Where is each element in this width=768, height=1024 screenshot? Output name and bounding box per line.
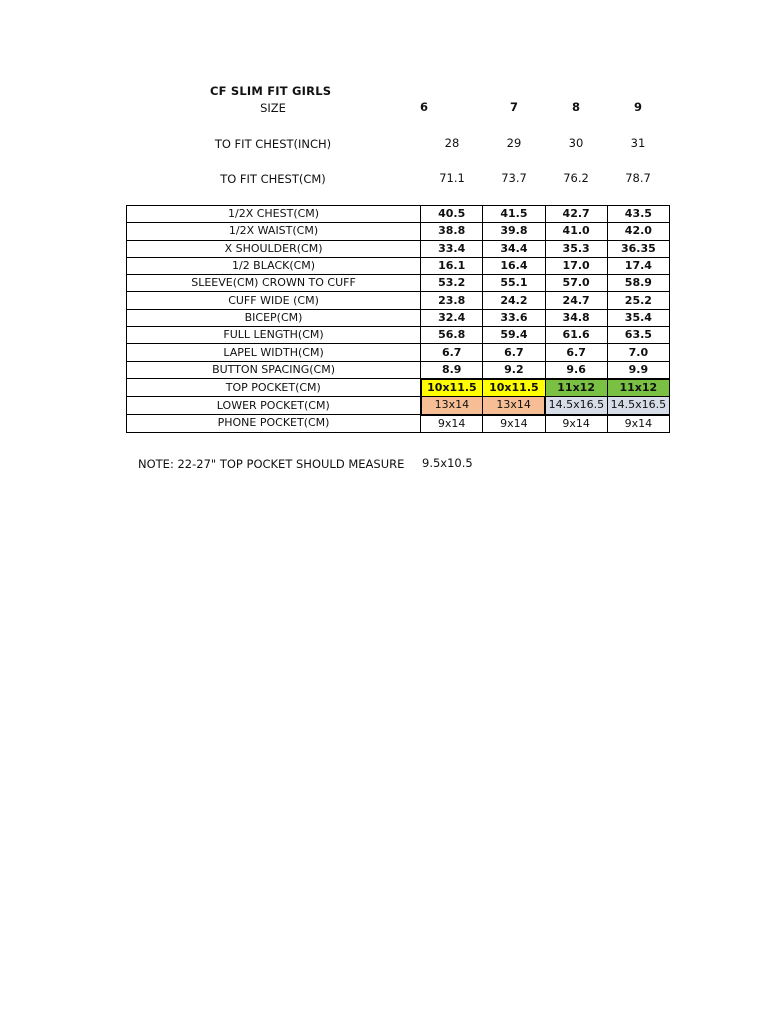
cell-value: 6.7 [545,344,607,361]
row-label: TOP POCKET(CM) [127,379,421,397]
cell-value: 9.6 [545,361,607,379]
table-row [127,397,670,415]
cell-value: 9x14 [607,415,669,433]
cell-value: 10x11.5 [421,379,483,397]
table-row [127,415,670,433]
cell-value: 14.5x16.5 [607,397,669,415]
cell-value: 9x14 [483,415,545,433]
cell-value: 24.7 [545,292,607,309]
cell-value: 59.4 [483,327,545,344]
table-row [127,309,670,326]
cell-value: 63.5 [607,327,669,344]
cell-value: 39.8 [483,223,545,240]
cell-value: 6.7 [421,344,483,361]
cell-value: 17.4 [607,257,669,274]
chest-cm-value: 73.7 [501,171,527,185]
table-row [127,361,670,379]
cell-value: 13x14 [421,397,483,415]
cell-value: 23.8 [421,292,483,309]
size-label: SIZE [260,101,286,115]
cell-value: 17.0 [545,257,607,274]
cell-value: 35.4 [607,309,669,326]
cell-value: 33.4 [421,240,483,257]
table-row [127,223,670,240]
cell-value: 42.0 [607,223,669,240]
chest-inch-label: TO FIT CHEST(INCH) [214,137,332,151]
chest-cm-label: TO FIT CHEST(CM) [220,172,326,186]
row-label: FULL LENGTH(CM) [127,327,421,344]
cell-value: 36.35 [607,240,669,257]
table-row [127,327,670,344]
size-value: 9 [633,100,642,114]
table-row [127,344,670,361]
table-row [127,206,670,223]
chest-cm-value: 78.7 [625,171,651,185]
chest-inch-value: 29 [506,136,522,150]
cell-value: 40.5 [421,206,483,223]
chest-cm-value: 71.1 [439,171,465,185]
cell-value: 38.8 [421,223,483,240]
row-label: PHONE POCKET(CM) [127,415,421,433]
note-value: 9.5x10.5 [422,456,473,470]
cell-value: 9x14 [545,415,607,433]
row-label: 1/2 BLACK(CM) [127,257,421,274]
row-label: BUTTON SPACING(CM) [127,361,421,379]
cell-value: 6.7 [483,344,545,361]
cell-value: 57.0 [545,275,607,292]
row-label: 1/2X WAIST(CM) [127,223,421,240]
cell-value: 25.2 [607,292,669,309]
chest-inch-value: 31 [630,136,646,150]
note-text: NOTE: 22-27" TOP POCKET SHOULD MEASURE [138,457,405,471]
cell-value: 33.6 [483,309,545,326]
cell-value: 34.4 [483,240,545,257]
cell-value: 10x11.5 [483,379,545,397]
cell-value: 13x14 [483,397,545,415]
row-label: 1/2X CHEST(CM) [127,206,421,223]
table-row [127,257,670,274]
row-label: LOWER POCKET(CM) [127,397,421,415]
cell-value: 14.5x16.5 [545,397,607,415]
size-value: 8 [571,100,580,114]
cell-value: 34.8 [545,309,607,326]
cell-value: 41.5 [483,206,545,223]
cell-value: 58.9 [607,275,669,292]
table-row [127,292,670,309]
size-value: 7 [509,100,518,114]
chest-inch-value: 30 [568,136,584,150]
measurement-table [126,205,670,433]
sheet-title: CF SLIM FIT GIRLS [210,84,332,98]
chest-inch-value: 28 [444,136,460,150]
cell-value: 16.1 [421,257,483,274]
row-label: CUFF WIDE (CM) [127,292,421,309]
cell-value: 11x12 [607,379,669,397]
cell-value: 53.2 [421,275,483,292]
cell-value: 9.9 [607,361,669,379]
chest-cm-value: 76.2 [563,171,589,185]
cell-value: 43.5 [607,206,669,223]
cell-value: 56.8 [421,327,483,344]
size-value: 6 [419,100,428,114]
row-label: LAPEL WIDTH(CM) [127,344,421,361]
cell-value: 41.0 [545,223,607,240]
table-row [127,379,670,397]
row-label: X SHOULDER(CM) [127,240,421,257]
table-row [127,275,670,292]
cell-value: 24.2 [483,292,545,309]
cell-value: 9x14 [421,415,483,433]
cell-value: 8.9 [421,361,483,379]
cell-value: 16.4 [483,257,545,274]
row-label: SLEEVE(CM) CROWN TO CUFF [127,275,421,292]
cell-value: 11x12 [545,379,607,397]
cell-value: 42.7 [545,206,607,223]
cell-value: 55.1 [483,275,545,292]
table-row [127,240,670,257]
cell-value: 32.4 [421,309,483,326]
cell-value: 61.6 [545,327,607,344]
row-label: BICEP(CM) [127,309,421,326]
cell-value: 9.2 [483,361,545,379]
cell-value: 35.3 [545,240,607,257]
cell-value: 7.0 [607,344,669,361]
